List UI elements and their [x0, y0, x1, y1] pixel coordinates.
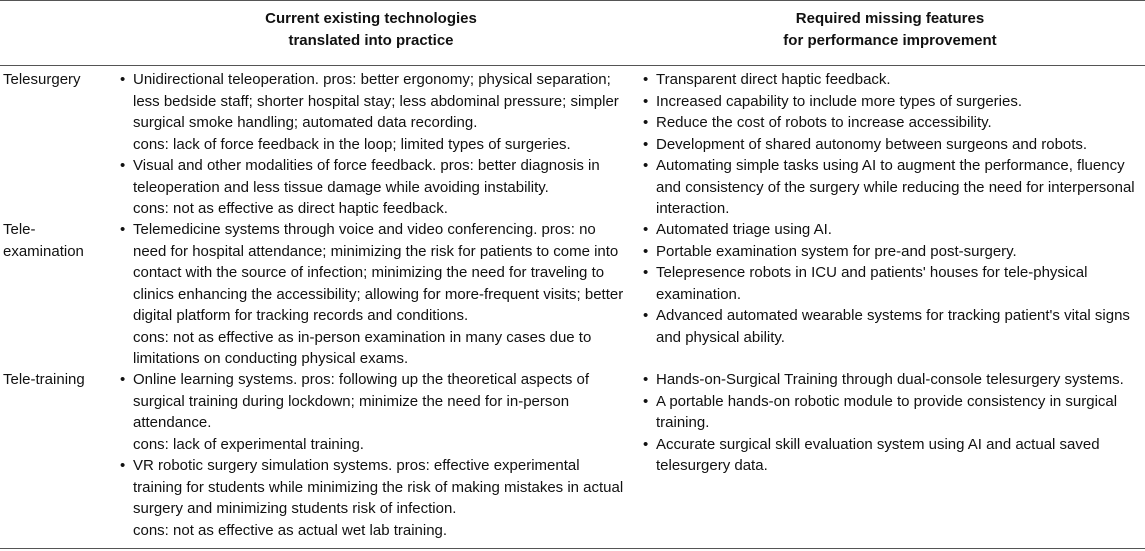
technology-cons: cons: not as effective as actual wet lab training. — [133, 521, 448, 539]
category-label: Tele-training — [3, 371, 85, 388]
header-col3-line1: Required missing features — [795, 10, 985, 27]
technology-item — [120, 69, 628, 155]
header-col2-line2: translated into practice — [288, 32, 454, 49]
header-missing-features — [670, 8, 1110, 52]
category-label-line2: examination — [3, 242, 84, 260]
feature-item: • Development of shared autonomy between surgeons and robots. — [643, 134, 1143, 156]
feature-item: • Automating simple tasks using AI to augment the performance, fluency and consistency of the surgery while reducing the need for interpersonal interaction. — [643, 155, 1143, 220]
technology-cons: cons: lack of experimental training. — [133, 435, 364, 453]
technology-item — [120, 219, 628, 370]
technology-pros: • Unidirectional teleoperation. pros: better ergonomy; physical separation; less bedside staff; shorter hospital stay; less abdominal pressure; simpler surgical smoke handling; automated data recording. — [133, 71, 619, 131]
table-top-rule — [0, 0, 1145, 1]
technology-pros: • Telemedicine systems through voice and video conferencing. pros: no need for hospital attendance; minimizing the risk for patients to come into contact with the source of infection; minimizing the need for traveling to clinics enhancing the accessibility; allowing for more-frequent visits; better digital platform for tracking records and conditions. — [133, 221, 624, 324]
header-rule — [0, 65, 1145, 66]
feature-item: • Reduce the cost of robots to increase accessibility. — [643, 112, 1143, 134]
feature-item: • Portable examination system for pre-and post-surgery. — [643, 241, 1143, 263]
header-col3-line2: for performance improvement — [783, 32, 997, 49]
technologies-cell — [120, 369, 628, 541]
feature-item: • Increased capability to include more types of surgeries. — [643, 91, 1143, 113]
technology-pros: • Visual and other modalities of force feedback. pros: better diagnosis in teleoperation and less tissue damage while avoiding instability. — [133, 157, 600, 196]
table-bottom-rule — [0, 548, 1145, 549]
features-cell — [643, 219, 1143, 348]
technology-cons: cons: not as effective as in-person examination in many cases due to limitations on conducting physical exams. — [133, 328, 592, 367]
category-label: Telesurgery — [3, 71, 81, 88]
technology-item — [120, 155, 628, 220]
header-col2-line1: Current existing technologies — [265, 10, 477, 27]
features-cell — [643, 369, 1143, 477]
feature-item: • Automated triage using AI. — [643, 219, 1143, 241]
features-cell — [643, 69, 1143, 220]
technology-pros: • Online learning systems. pros: following up the theoretical aspects of surgical training during lockdown; minimize the need for in-person attendance. — [133, 371, 590, 431]
feature-item: • Transparent direct haptic feedback. — [643, 69, 1143, 91]
row-category — [3, 219, 108, 262]
technologies-cell — [120, 219, 628, 370]
feature-item: • Accurate surgical skill evaluation system using AI and actual saved telesurgery data. — [643, 434, 1143, 477]
technology-cons: cons: lack of force feedback in the loop; limited types of surgeries. — [133, 135, 571, 153]
row-category — [3, 69, 108, 91]
technology-pros: • VR robotic surgery simulation systems. pros: effective experimental training for students while minimizing the risk of making mistakes in actual surgery and minimizing students risk of infection. — [133, 457, 624, 517]
category-label: Tele- — [3, 221, 36, 238]
technology-cons: cons: not as effective as direct haptic feedback. — [133, 200, 448, 217]
feature-item: • Telepresence robots in ICU and patients' houses for tele-physical examination. — [643, 262, 1143, 305]
feature-item: • Hands-on-Surgical Training through dual-console telesurgery systems. — [643, 369, 1143, 391]
row-category — [3, 369, 108, 391]
feature-item: • A portable hands-on robotic module to provide consistency in surgical training. — [643, 391, 1143, 434]
technologies-cell — [120, 69, 628, 220]
technology-item — [120, 455, 628, 541]
technology-item — [120, 369, 628, 455]
header-current-technologies — [151, 8, 591, 52]
feature-item: • Advanced automated wearable systems for tracking patient's vital signs and physical ability. — [643, 305, 1143, 348]
